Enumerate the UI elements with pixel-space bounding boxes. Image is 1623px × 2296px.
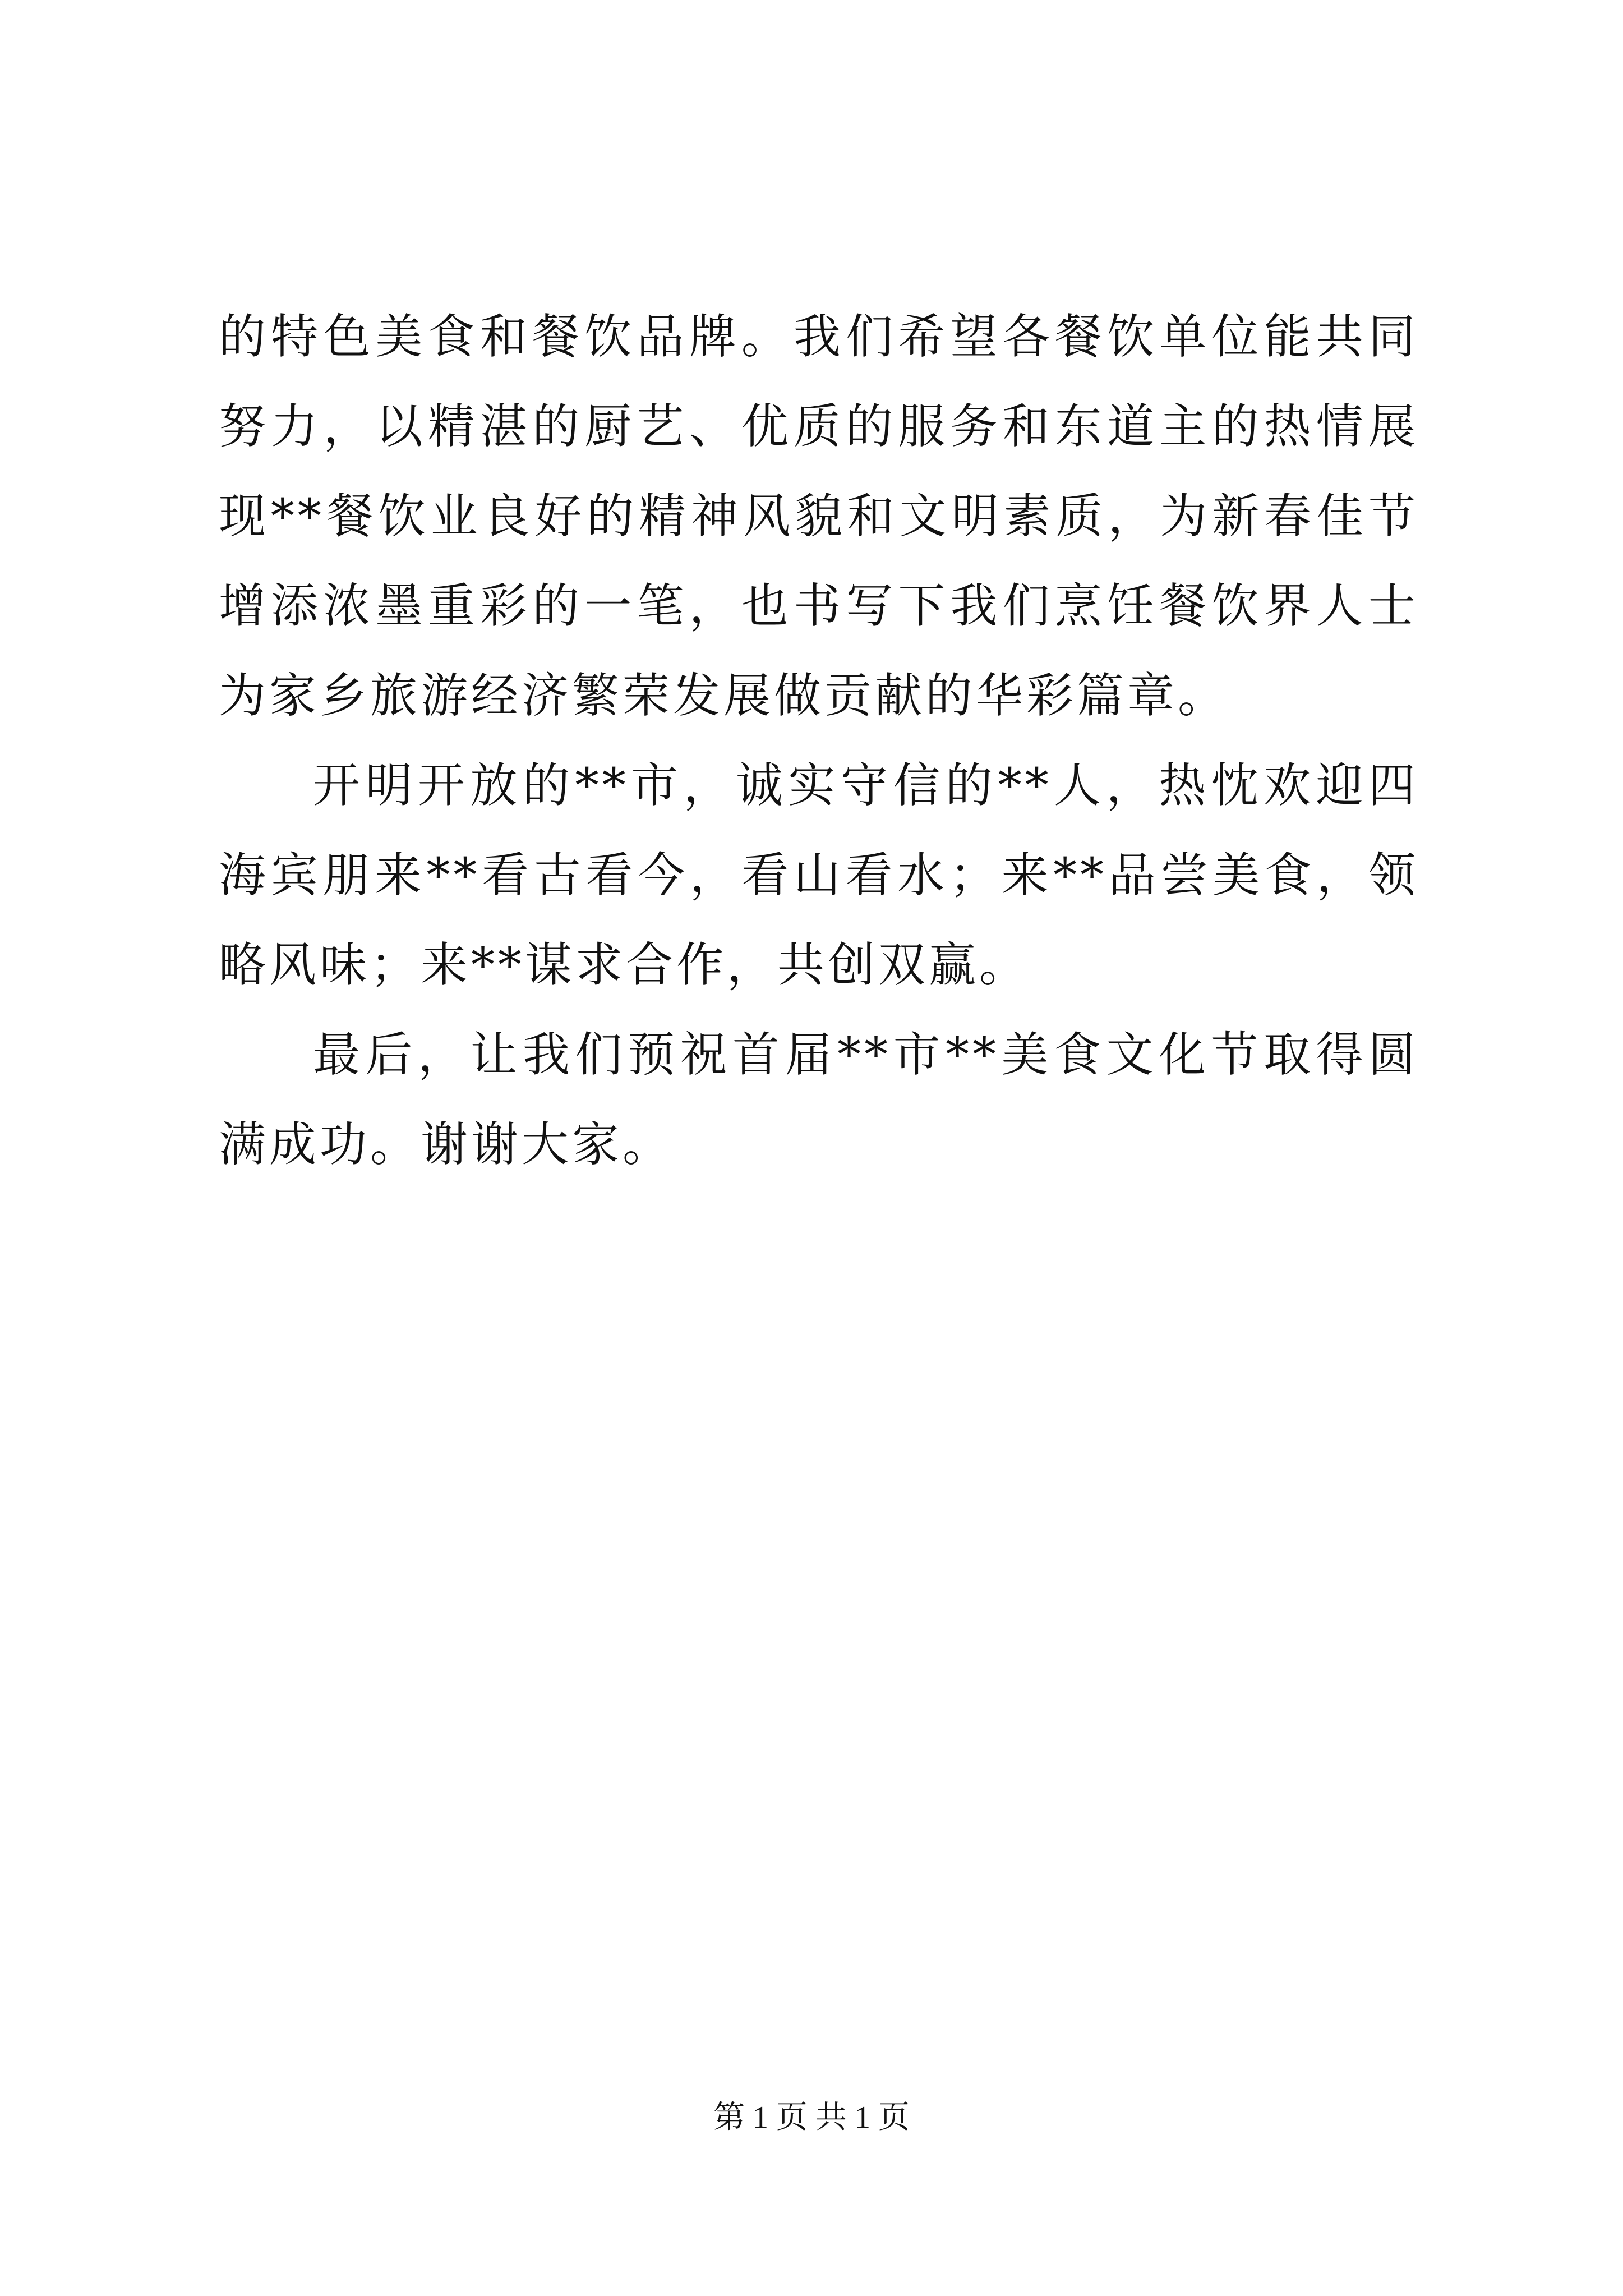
document-body [219, 292, 1419, 1189]
paragraph-continuation: 的特色美食和餐饮品牌。我们希望各餐饮单位能共同努力，以精湛的厨艺、优质的服务和东道主的热情展现**餐饮业良好的精神风貌和文明素质，为新春佳节增添浓墨重彩的一笔，也书写下我们烹饪餐饮界人士为家乡旅游经济繁荣发展做贡献的华彩篇章。 [219, 309, 1419, 723]
page-footer: 第 1 页 共 1 页 [713, 2100, 910, 2135]
paragraph-welcome: 开明开放的**市，诚实守信的**人，热忱欢迎四海宾朋来**看古看今，看山看水；来**品尝美食，领略风味；来**谋求合作，共创双赢。 [219, 758, 1419, 992]
paragraph-closing: 最后，让我们预祝首届**市**美食文化节取得圆满成功。谢谢大家。 [219, 1027, 1419, 1172]
